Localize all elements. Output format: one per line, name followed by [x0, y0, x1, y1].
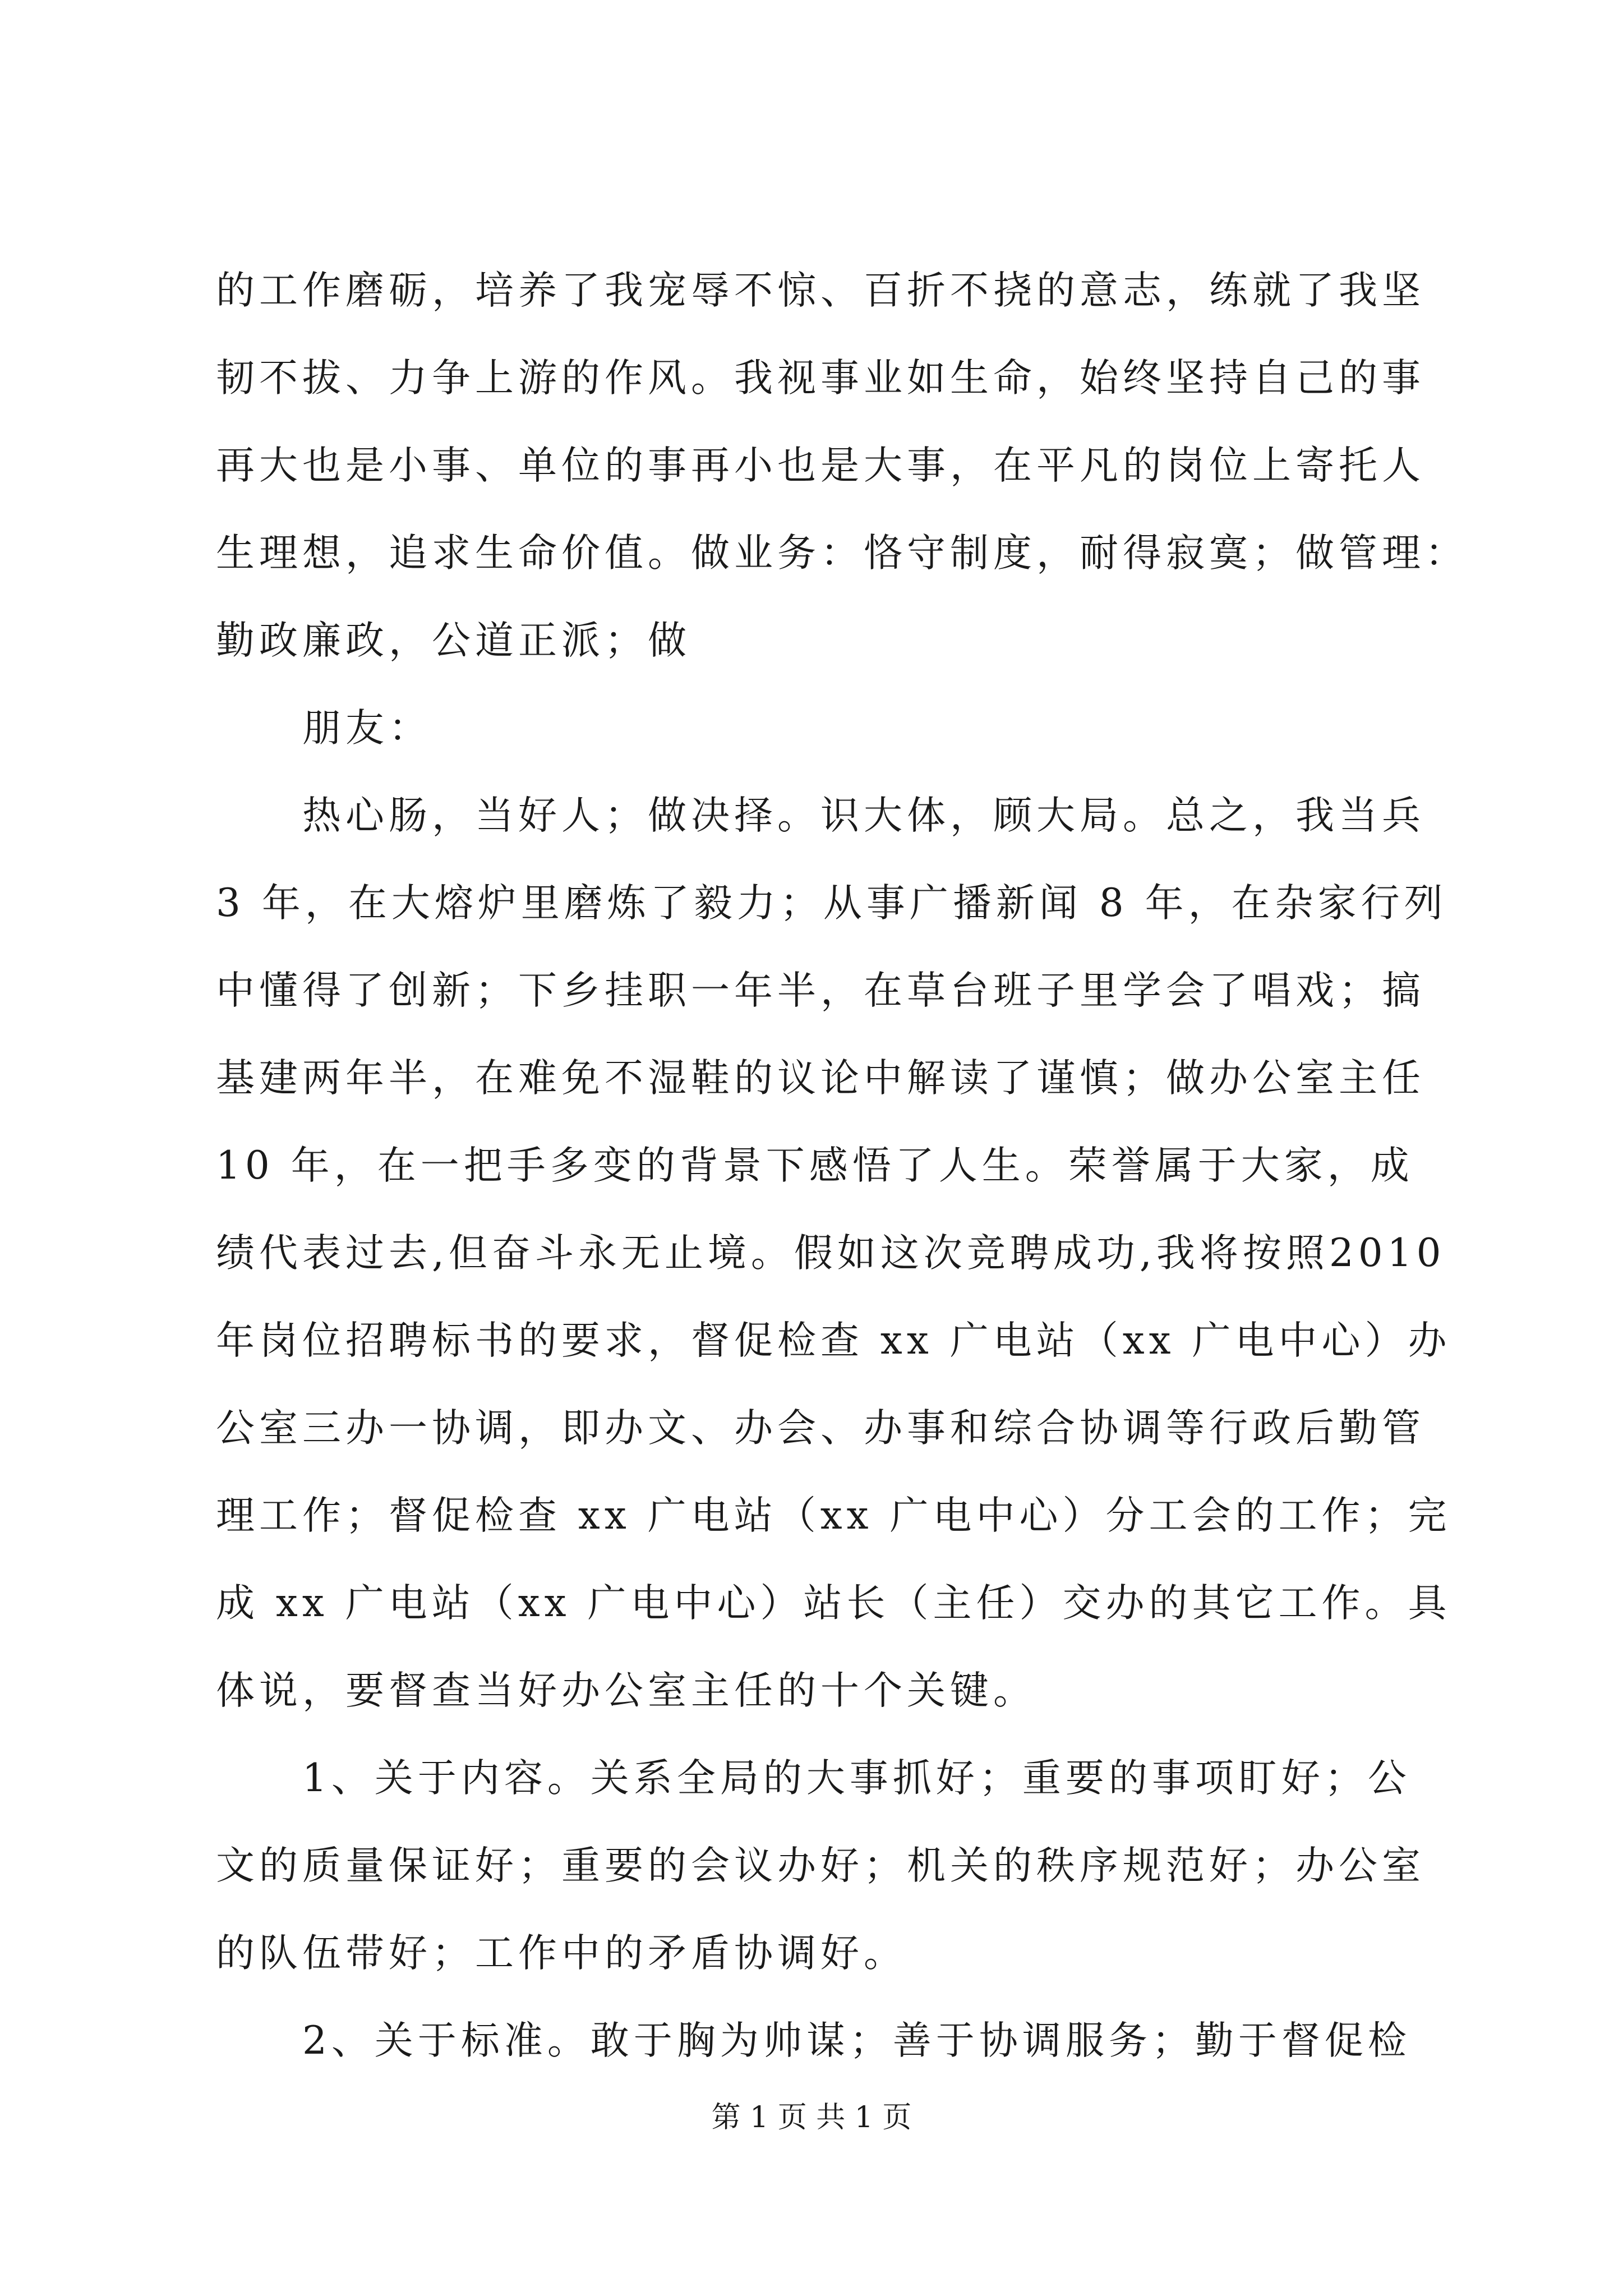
text-line: 成 xx 广电站（xx 广电中心）站长（主任）交办的其它工作。具	[216, 1581, 1451, 1626]
text-line: 理工作；督促检查 xx 广电站（xx 广电中心）分工会的工作；完	[216, 1493, 1451, 1538]
page-footer: 第 1 页 共 1 页	[711, 2101, 912, 2134]
text-line: 年岗位招聘标书的要求，督促检查 xx 广电站（xx 广电中心）办	[216, 1318, 1451, 1363]
text-line: 热心肠，当好人；做决择。识大体，顾大局。总之，我当兵	[302, 793, 1425, 838]
text-line: 体说，要督查当好办公室主任的十个关键。	[216, 1668, 1036, 1713]
text-line: 勤政廉政，公道正派；做	[216, 618, 691, 663]
text-line: 绩代表过去,但奋斗永无止境。假如这次竞聘成功,我将按照2010	[216, 1231, 1446, 1276]
text-line: 1、关于内容。关系全局的大事抓好；重要的事项盯好；公	[302, 1756, 1411, 1801]
text-line: 再大也是小事、单位的事再小也是大事，在平凡的岗位上寄托人	[216, 443, 1425, 488]
text-line: 文的质量保证好；重要的会议办好；机关的秩序规范好；办公室	[216, 1843, 1425, 1888]
text-line: 3 年，在大熔炉里磨炼了毅力；从事广播新闻 8 年，在杂家行列	[216, 881, 1447, 926]
text-line: 基建两年半，在难免不湿鞋的议论中解读了谨慎；做办公室主任	[216, 1056, 1425, 1101]
text-line: 公室三办一协调，即办文、办会、办事和综合协调等行政后勤管	[216, 1406, 1425, 1451]
text-line: 的工作磨砺，培养了我宠辱不惊、百折不挠的意志，练就了我坚	[216, 268, 1425, 313]
text-line: 2、关于标准。敢于胸为帅谋；善于协调服务；勤于督促检	[302, 2018, 1411, 2063]
text-line: 生理想，追求生命价值。做业务：恪守制度，耐得寂寞；做管理：	[216, 531, 1468, 576]
text-line: 朋友：	[302, 706, 432, 751]
text-line: 的队伍带好；工作中的矛盾协调好。	[216, 1931, 907, 1976]
text-line: 10 年，在一把手多变的背景下感悟了人生。荣誉属于大家，成	[216, 1143, 1414, 1188]
text-line: 韧不拔、力争上游的作风。我视事业如生命，始终坚持自己的事	[216, 356, 1425, 401]
text-line: 中懂得了创新；下乡挂职一年半，在草台班子里学会了唱戏；搞	[216, 968, 1425, 1013]
document-body	[216, 247, 1468, 2085]
